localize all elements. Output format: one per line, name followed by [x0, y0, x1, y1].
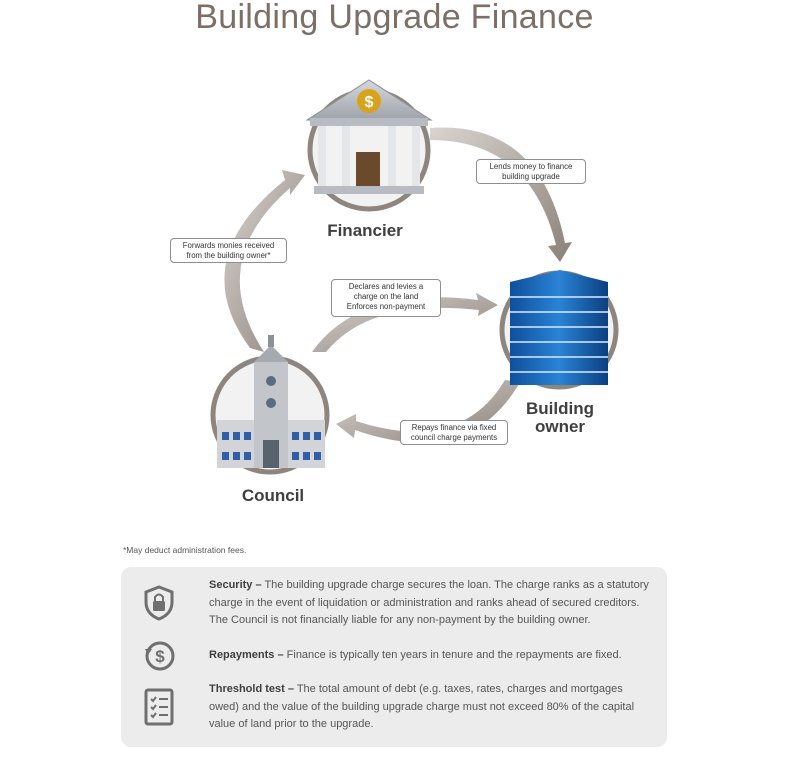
info-repayments [209, 647, 653, 665]
info-body: The total amount of debt (e.g. taxes, rates, charges and mortgages owed) and the value of the building upgrade charge must not exceed 80% of the capital value of land prior to the upgrade. [209, 683, 635, 730]
checklist-icon [143, 687, 175, 732]
callout-repays-finance [400, 420, 508, 445]
info-threshold-test [209, 681, 653, 734]
building-owner-label [514, 400, 606, 436]
financier-label: Financier [327, 221, 403, 240]
callout-text: from the building owner* [186, 251, 271, 260]
callout-text: Lends money to finance [489, 162, 573, 171]
council-hall-icon [213, 335, 327, 472]
page-title: Building Upgrade Finance [195, 0, 594, 36]
callout-forwards-monies [170, 238, 287, 263]
bank-icon [307, 80, 431, 209]
info-heading: Repayments – [209, 649, 284, 661]
svg-text:$: $ [155, 647, 165, 666]
office-tower-icon [502, 270, 616, 387]
shield-lock-icon [143, 585, 175, 626]
callout-declares-charge [331, 279, 441, 317]
info-heading: Security – [209, 579, 262, 591]
dollar-sign: $ [364, 94, 374, 111]
info-heading: Threshold test – [209, 683, 294, 695]
callout-lends-money [476, 159, 586, 184]
council-label: Council [241, 486, 305, 505]
info-panel [121, 567, 667, 747]
building-owner-label-line2: owner [534, 417, 586, 436]
building-owner-label-line1: Building [526, 399, 594, 418]
info-body: Finance is typically ten years in tenure and the repayments are fixed. [283, 649, 622, 661]
dollar-cycle-icon [143, 639, 177, 678]
callout-text: Forwards monies received [182, 241, 275, 250]
arrow-financier-to-owner [430, 128, 572, 262]
callout-text: building upgrade [502, 172, 560, 181]
callout-text: charge on the land [353, 292, 419, 301]
info-security [209, 577, 653, 630]
info-body: The building upgrade charge secures the loan. The charge ranks as a statutory charge in the event of liquidation or administration and ranks ahead of secured creditors. The Council is not financially liable for any non-payment by the building owner. [209, 579, 649, 626]
callout-text: Enforces non-payment [346, 302, 426, 311]
callout-text: council charge payments [410, 433, 498, 442]
callout-text: Repays finance via fixed [411, 423, 497, 432]
callout-text: Declares and levies a [348, 282, 424, 291]
footnote: *May deduct administration fees. [123, 545, 247, 555]
